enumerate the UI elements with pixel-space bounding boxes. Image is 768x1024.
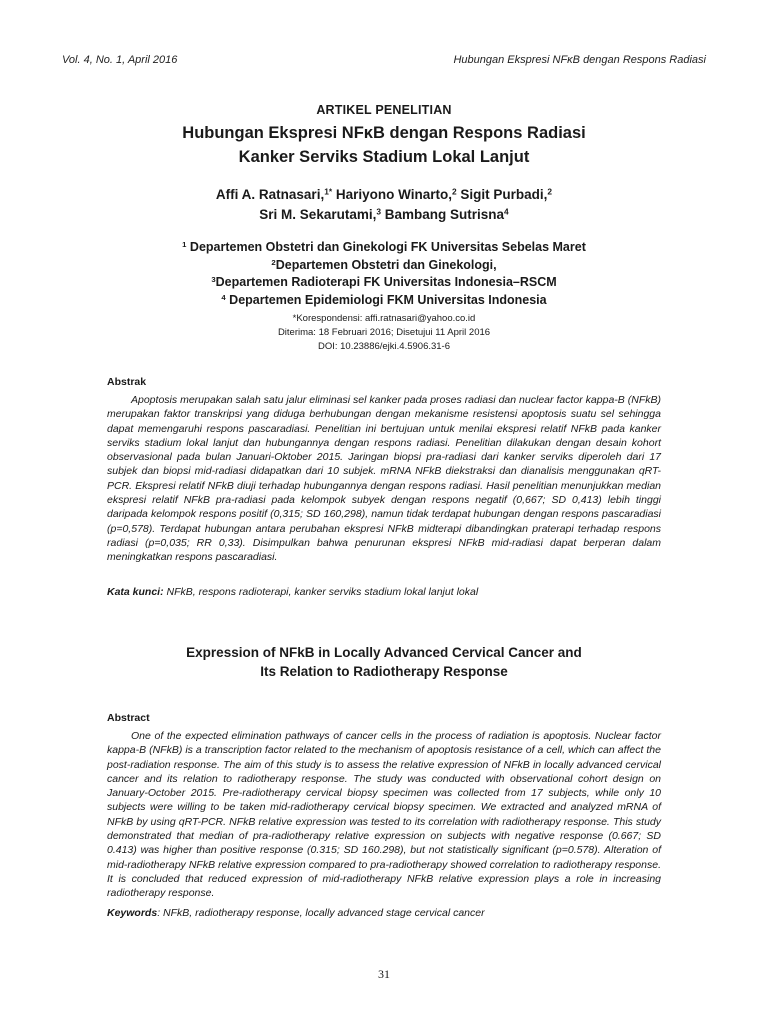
page-number: 31	[378, 967, 390, 981]
author-affil-mark: 4	[504, 206, 509, 217]
running-title: Hubungan Ekspresi NFκB dengan Respons Radiasi	[453, 54, 706, 66]
received-accepted-dates: Diterima: 18 Februari 2016; Disetujui 11 April 2016	[277, 327, 491, 338]
author-name: Bambang Sutrisna	[381, 207, 505, 222]
author-affil-mark: 2	[452, 186, 457, 197]
abstrak-heading: Abstrak	[107, 376, 147, 388]
title-english-line1: Expression of NFkB in Locally Advanced Cervical Cancer and	[186, 645, 582, 660]
correspondence: *Korespondensi: affi.ratnasari@yahoo.co.id	[292, 313, 476, 324]
title-english	[0, 643, 768, 681]
author-affil-mark: 1*	[324, 186, 333, 197]
affiliation-2: $^2$Departemen Obstetri dan Ginekologi,	[271, 257, 497, 272]
title-indonesian	[0, 121, 768, 169]
affiliation-4: $^4$ Departemen Epidemiologi FKM Universitas Indonesia	[221, 292, 547, 307]
abstrak-body: Apoptosis merupakan salah satu jalur eliminasi sel kanker pada proses radiasi dan nuclear factor kappa-B (NFkB) merupakan faktor transkripsi yang diduga berhubungan dengan mekanisme resistensi apoptosis suatu sel sehingga dapat memengaruhi respons pascaradiasi. Penelitian ini bertujuan untuk menilai ekspresi relatif NFkB pada kanker serviks stadium lokal lanjut dan hubungannya dengan respons radiasi. Penelitian dilakukan dengan desain kohort observasional pada bulan Januari-Oktober 2015. Jaringan biopsi pra-radiasi dari kanker serviks diperoleh dari 17 subjek dan biopsi mid-radiasi didapatkan dari 10 subjek. mRNA NFkB diekstraksi dan dianalisis menggunakan qRT-PCR. Ekspresi relatif NFkB diuji terhadap hubungannya dengan respons radiasi. Hasil penelitian menunjukkan median ekspresi relatif NFkB pra-radiasi pada kelompok subyek dengan respons negatif (0,667; SD 0,413) lebih tinggi daripada kelompok respons positif (0,315; SD 160,298), namun tidak terdapat hubungan dengan respons pascaradiasi (p=0,578). Terdapat hubungan antara perubahan ekspresi NFkB midterapi dibandingkan praterapi terhadap respons radiasi (p=0,035; RR 0,33). Disimpulkan bahwa penurunan ekspresi NFkB mid-radiasi dapat berperan dalam meningkatkan respons pascaradiasi.	[107, 394, 661, 564]
author-name: Affi A. Ratnasari,	[215, 187, 325, 202]
author-name: Sigit Purbadi,	[456, 187, 548, 202]
article-meta	[0, 312, 768, 354]
doi: DOI: 10.23886/ejki.4.5906.31-6	[317, 341, 451, 352]
affiliation-list	[0, 239, 768, 309]
article-type: ARTIKEL PENELITIAN	[316, 103, 452, 117]
keywords-text: : NFkB, radiotherapy response, locally advanced stage cervical cancer	[157, 907, 485, 919]
author-affil-mark: 2	[547, 186, 553, 197]
title-english-line2: Its Relation to Radiotherapy Response	[260, 664, 508, 679]
author-line-2	[0, 205, 768, 225]
affiliation-3: $^3$Departemen Radioterapi FK Universitas Indonesia–RSCM	[211, 274, 557, 289]
kata-kunci-text: NFkB, respons radioterapi, kanker serviks stadium lokal lanjut lokal	[163, 586, 479, 598]
author-line-1	[0, 185, 768, 205]
author-list	[0, 185, 768, 225]
author-name: Sri M. Sekarutami,	[259, 207, 377, 222]
journal-volume: Vol. 4, No. 1, April 2016	[62, 54, 178, 66]
title-indonesian-line1: Hubungan Ekspresi NFκB dengan Respons Radiasi	[182, 124, 586, 142]
keywords-label: Keywords	[107, 907, 158, 919]
running-header	[62, 54, 706, 66]
kata-kunci-label: Kata kunci:	[107, 586, 164, 598]
title-indonesian-line2: Kanker Serviks Stadium Lokal Lanjut	[238, 148, 530, 166]
abstract-body: One of the expected elimination pathways of cancer cells in the process of radiation is apoptosis. Nuclear factor kappa-B (NFkB) is a transcription factor related to the mechanism of apoptosis resistance of a cell, which can affect the post-radiation response. The aim of this study is to assess the relative expression of NFkB in locally advanced cervical cancer and its relation to radiotherapy response. The study was conducted with observational cohort design on January-October 2015. Pre-radiotherapy cervical biopsy specimen was collected from 17 subjects, while only 10 subjects were willing to be taken mid-radiotherapy cervical biopsy specimen. We extracted and analyzed mRNA of NFkB by using qRT-PCR. NFkB relative expression was tested to its correlation with radiotherapy response. This study demonstrated that median of pra-radiotherapy relative expression on subjects with negative response (0.667; SD 0.413) was higher than positive response (0.315; SD 160.298), but not statistically significant (p=0.578). Alteration of mid-radiotherapy NFkB relative expression compared to pra-radiotherapy showed correlation to radiotherapy response. It is concluded that reduced expression of mid-radiotherapy NFkB relative expression plays a role in increasing radiotherapy response.	[107, 730, 661, 900]
kata-kunci	[107, 585, 661, 599]
affiliation-1: $^1$ Departemen Obstetri dan Ginekologi FK Universitas Sebelas Maret	[182, 239, 586, 254]
keywords	[107, 906, 661, 920]
author-name: Hariyono Winarto,	[332, 187, 452, 202]
author-affil-mark: 3	[376, 206, 381, 217]
abstract-heading: Abstract	[107, 712, 150, 724]
